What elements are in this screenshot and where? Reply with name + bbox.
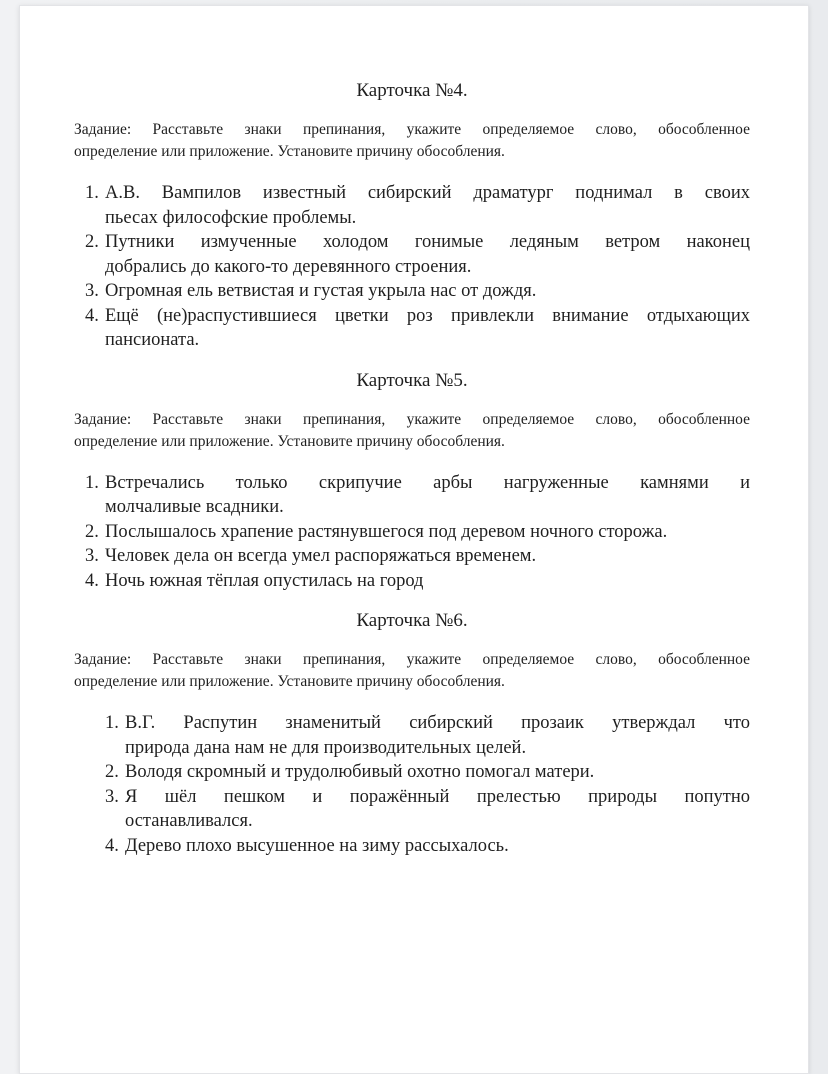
- item-number: 2.: [85, 521, 99, 542]
- item-line: молчаливые всадники.: [105, 497, 284, 517]
- list-item: [74, 711, 750, 760]
- task-line: определение или приложение. Установите причину обособления.: [74, 143, 505, 160]
- item-number: 4.: [85, 305, 99, 326]
- item-line: пьесах философские проблемы.: [105, 207, 357, 228]
- item-number: 4.: [85, 570, 99, 591]
- item-line: А.В. Вампилов известный сибирский драматург поднимал в своих: [105, 183, 750, 203]
- card-4: [74, 79, 750, 353]
- item-line: Дерево плохо высушенное на зиму рассыхалось.: [125, 835, 509, 856]
- list-item: [74, 569, 750, 594]
- item-line: Послышалось храпение растянувшегося под деревом ночного сторожа.: [105, 521, 668, 542]
- card-title: Карточка №4.: [356, 80, 468, 101]
- item-line: Володя скромный и трудолюбивый охотно помогал матери.: [125, 762, 595, 782]
- item-line: Огромная ель ветвистая и густая укрыла нас от дождя.: [105, 281, 537, 301]
- item-line: В.Г. Распутин знаменитый сибирский прозаик утверждал что: [125, 713, 750, 733]
- item-number: 3.: [85, 546, 99, 566]
- item-line: останавливался.: [125, 811, 253, 831]
- item-number: 1.: [85, 183, 99, 203]
- list-item: [74, 760, 750, 785]
- item-number: 1.: [85, 472, 99, 493]
- task-paragraph: [74, 409, 750, 453]
- card-5: [74, 369, 750, 594]
- list-item: [74, 544, 750, 569]
- item-number: 1.: [105, 713, 119, 733]
- task-paragraph: [74, 649, 750, 693]
- document-page: [19, 5, 809, 1074]
- list-item: [74, 230, 750, 279]
- item-number: 3.: [85, 281, 99, 301]
- item-number: 2.: [85, 232, 99, 252]
- task-paragraph: [74, 119, 750, 163]
- item-number: 2.: [105, 762, 119, 782]
- item-line: добрались до какого-то деревянного строения.: [105, 256, 472, 277]
- sentence-list: [74, 181, 750, 353]
- item-number: 3.: [105, 786, 119, 807]
- sentence-list: [74, 471, 750, 594]
- list-item: [74, 181, 750, 230]
- card-6: [74, 609, 750, 858]
- list-item: [74, 834, 750, 859]
- task-line: Задание: Расставьте знаки препинания, укажите определяемое слово, обособленное: [74, 410, 750, 428]
- item-line: Путники измученные холодом гонимые ледяным ветром наконец: [105, 232, 750, 252]
- sentence-list: [74, 711, 750, 858]
- item-number: 4.: [105, 835, 119, 856]
- task-line: Задание: Расставьте знаки препинания, укажите определяемое слово, обособленное: [74, 121, 750, 138]
- item-line: Я шёл пешком и поражённый прелестью природы попутно: [125, 786, 750, 807]
- list-item: [74, 785, 750, 834]
- item-line: природа дана нам не для производительных целей.: [125, 737, 527, 758]
- list-item: [74, 471, 750, 520]
- list-item: [74, 279, 750, 304]
- list-item: [74, 304, 750, 353]
- item-line: пансионата.: [105, 330, 200, 350]
- card-title: Карточка №6.: [356, 610, 468, 631]
- task-line: Задание: Расставьте знаки препинания, укажите определяемое слово, обособленное: [74, 651, 750, 668]
- item-line: Ещё (не)распустившиеся цветки роз привлекли внимание отдыхающих: [105, 305, 750, 326]
- item-line: Ночь южная тёплая опустилась на город: [105, 570, 424, 591]
- item-line: Встречались только скрипучие арбы нагруженные камнями и: [105, 472, 750, 493]
- task-line: определение или приложение. Установите причину обособления.: [74, 432, 505, 450]
- task-line: определение или приложение. Установите причину обособления.: [74, 673, 505, 690]
- item-line: Человек дела он всегда умел распоряжаться временем.: [105, 546, 537, 566]
- list-item: [74, 520, 750, 545]
- card-title: Карточка №5.: [356, 369, 468, 391]
